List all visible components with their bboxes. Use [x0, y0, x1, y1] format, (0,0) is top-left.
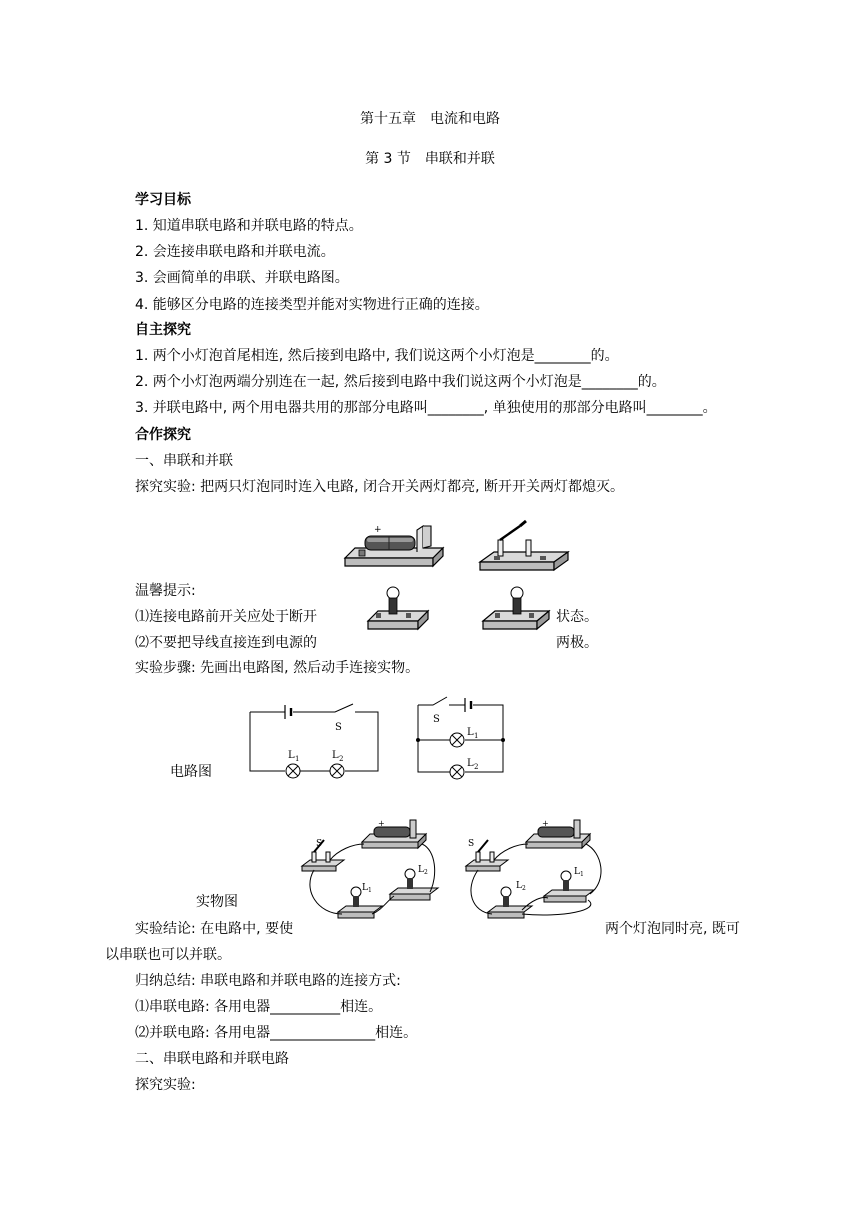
section-title: 第 3 节 串联和并联 — [365, 151, 495, 167]
objective-item: 4. 能够区分电路的连接类型并能对实物进行正确的连接。 — [135, 297, 489, 313]
lamp1-label: L — [362, 883, 368, 893]
series-circuit-diagram — [245, 700, 385, 780]
lamp1-sub: 1 — [474, 732, 479, 740]
self-study-item: 2. 两个小灯泡两端分别连在一起, 然后接到电路中我们说这两个小灯泡是________的。 — [135, 374, 666, 390]
summary-series: ⑴串联电路: 各用电器__________相连。 — [135, 999, 383, 1015]
steps-text: 实验步骤: 先画出电路图, 然后动手连接实物。 — [135, 660, 420, 676]
switch-label: S — [335, 722, 342, 733]
lamp2-label: L — [516, 881, 522, 891]
tip2-text: ⑵不要把导线直接连到电源的 — [135, 635, 317, 651]
battery-plus-label: + — [378, 819, 385, 828]
objective-item: 2. 会连接串联电路和并联电流。 — [135, 244, 335, 260]
battery-illustration — [345, 522, 445, 570]
lamp-illustration — [368, 585, 430, 633]
lamp2-label: L — [332, 750, 339, 761]
conclusion-continuation: 以串联也可以并联。 — [105, 947, 231, 963]
parallel-circuit-diagram — [413, 695, 513, 783]
lamp1-sub: 1 — [368, 887, 372, 894]
parallel-physical-diagram — [462, 820, 612, 922]
self-study-item: 3. 并联电路中, 两个用电器共用的那部分电路叫________, 单独使用的那部分电路叫________。 — [135, 400, 717, 416]
tip2-end: 两极。 — [556, 635, 598, 651]
summary-parallel: ⑵并联电路: 各用电器_______________相连。 — [135, 1025, 418, 1041]
lamp1-sub: 1 — [580, 871, 584, 878]
physical-diagram-label: 实物图 — [196, 894, 238, 910]
lamp2-sub: 2 — [424, 869, 428, 876]
part1-title: 一、串联和并联 — [135, 453, 233, 469]
summary-text: 归纳总结: 串联电路和并联电路的连接方式: — [135, 973, 401, 989]
self-study-item: 1. 两个小灯泡首尾相连, 然后接到电路中, 我们说这两个小灯泡是________的。 — [135, 348, 619, 364]
lamp2-sub: 2 — [474, 763, 479, 771]
series-physical-diagram — [298, 820, 443, 922]
lamp1-label: L — [288, 750, 295, 761]
switch-label: S — [316, 839, 323, 849]
battery-plus-label: + — [542, 819, 549, 828]
battery-plus-label: + — [374, 525, 382, 535]
conclusion-text: 实验结论: 在电路中, 要使 — [135, 921, 294, 937]
objective-item: 1. 知道串联电路和并联电路的特点。 — [135, 218, 363, 234]
tip1-end: 状态。 — [556, 609, 598, 625]
part2-title: 二、串联电路和并联电路 — [135, 1051, 289, 1067]
lamp1-sub: 1 — [295, 755, 300, 763]
lamp2-sub: 2 — [522, 885, 526, 892]
objective-item: 3. 会画简单的串联、并联电路图。 — [135, 270, 349, 286]
lamp2-label: L — [418, 865, 424, 875]
chapter-title: 第十五章 电流和电路 — [360, 111, 500, 127]
circuit-diagram-label: 电路图 — [170, 764, 212, 780]
experiment2-text: 探究实验: — [135, 1077, 196, 1093]
conclusion-text-end: 两个灯泡同时亮, 既可 — [605, 921, 740, 937]
self-study-heading: 自主探究 — [135, 322, 191, 338]
objectives-heading: 学习目标 — [135, 192, 191, 208]
experiment-text: 探究实验: 把两只灯泡同时连入电路, 闭合开关两灯都亮, 断开开关两灯都熄灭。 — [135, 479, 624, 495]
lamp2-label: L — [467, 758, 474, 769]
tip1-text: ⑴连接电路前开关应处于断开 — [135, 609, 317, 625]
lamp2-sub: 2 — [339, 755, 344, 763]
cooperation-heading: 合作探究 — [135, 427, 191, 443]
tips-label: 温馨提示: — [135, 583, 196, 599]
switch-label: S — [433, 714, 440, 725]
lamp1-label: L — [467, 727, 474, 738]
switch-label: S — [468, 839, 475, 849]
switch-illustration — [480, 518, 570, 574]
lamp-illustration — [483, 585, 551, 633]
lamp1-label: L — [574, 867, 580, 877]
